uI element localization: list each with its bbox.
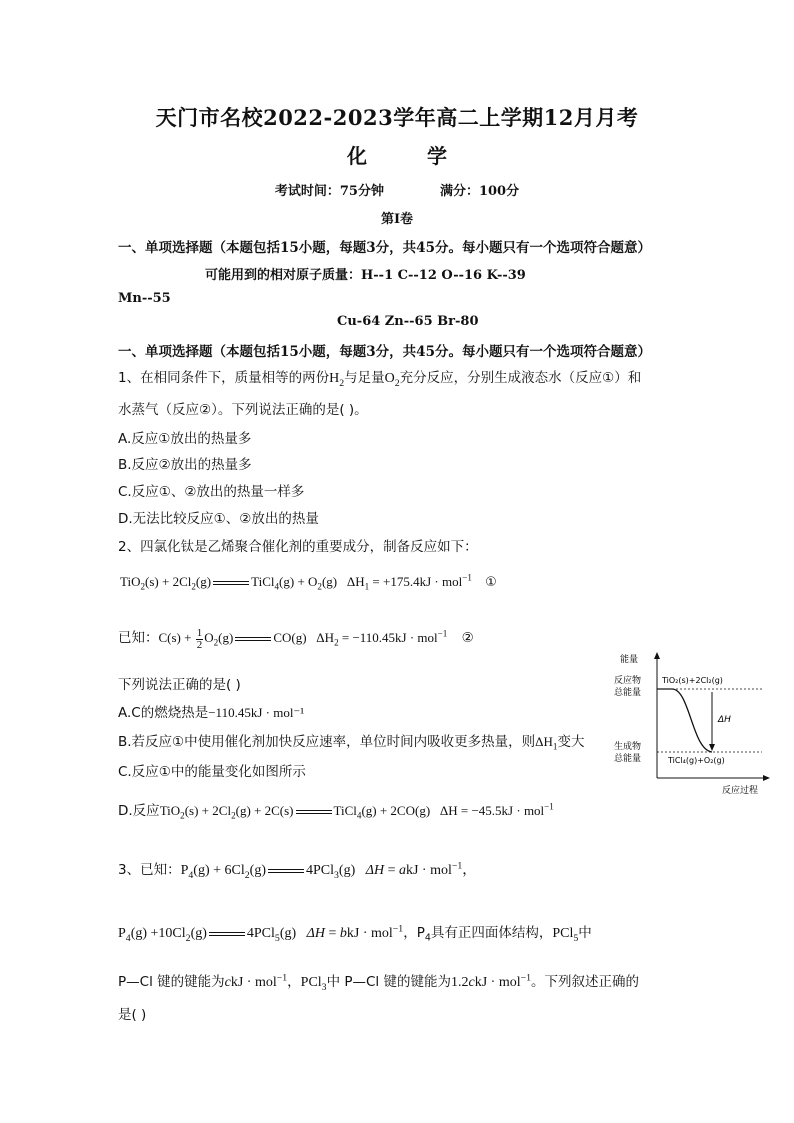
q3-stem: 3、已知：$P_4(g) + 6Cl_2(g)$ 4PCl$_3$(g) ΔH = akJ · mol$^{-1}$， [118, 860, 477, 881]
energy-diagram [612, 650, 772, 800]
known-label: 已知： [118, 630, 159, 646]
q3-line-3: P—Cl 键的键能为ckJ · mol$^{-1}$，PCl$_3$中 P—Cl 键的键能为1.2ckJ · mol$^{-1}$。下列叙述正确的 [118, 972, 640, 993]
q2-stem: 2、四氯化钛是乙烯聚合催化剂的重要成分，制备反应如下： [118, 539, 478, 555]
exam-info [0, 180, 794, 199]
q2-option-b-text: B.若反应①中使用催化剂加快反应速率，单位时间内吸收更多热量，则 [118, 734, 536, 750]
q1-stem-line-1: 1、在相同条件下，质量相等的两份$H_2$与足量$O_2$充分反应，分别生成液态水（反应①）和 [118, 370, 642, 389]
x-axis-label: 反应过程 [722, 786, 759, 796]
product-label-2: 总能量 [614, 754, 642, 764]
y-axis-arrow [654, 652, 660, 659]
exam-time: 考试时间：75分钟 [274, 184, 384, 199]
exam-score: 满分：100分 [439, 184, 520, 199]
reactant-formula: TiO₂(s)+2Cl₂(g) [662, 676, 723, 685]
product-formula: TiCl₄(g)+O₂(g) [668, 756, 725, 765]
q3-line-2-part: ，P [403, 925, 425, 941]
q1-stem-part: 与足量 [344, 370, 385, 386]
q3-line-3-part: ， [287, 974, 301, 990]
q1-stem-part: 1、在相同条件下，质量相等的两份 [118, 370, 330, 386]
q2-option-a [118, 701, 304, 721]
q2-option-b: B.若反应①中使用催化剂加快反应速率，单位时间内吸收更多热量，则$\Delta H_1$变大 [118, 734, 585, 752]
q3-line-3-part: 。下列叙述正确的 [531, 974, 640, 990]
section-heading-repeat: 一、单项选择题（本题包括15小题，每题3分，共45分。每小题只有一个选项符合题意） [118, 344, 651, 360]
reaction-curve [672, 689, 712, 752]
q3-line-3-part: P—Cl 键的键能为 [118, 974, 225, 990]
q3-line-2-part: 具有正四面体结构， [430, 925, 553, 941]
subject-heading [0, 140, 794, 169]
reactant-label-2: 总能量 [614, 688, 642, 698]
q3-line-2-part: 中 [578, 925, 592, 941]
subject-char-1: 化 [347, 144, 367, 168]
q1-option-c: C.反应①、②放出的热量一样多 [118, 484, 305, 500]
atomic-mass-line-1: 可能用到的相对原子质量：H--1 C--12 O--16 K--39 [205, 268, 526, 283]
q1-stem-line-2: 水蒸气（反应②）。下列说法正确的是( )。 [118, 402, 368, 418]
q3-line-2: $P_4(g) +10Cl_2(g)$ 4PCl$_5$(g) ΔH = bkJ · mol$^{-1}$，$P_4$具有正四面体结构，PCl$_5$中 [118, 923, 592, 944]
q2-option-c: C.反应①中的能量变化如图所示 [118, 764, 306, 780]
delta-h-arrowhead [709, 744, 715, 751]
q3-stem-text: 3、已知： [118, 862, 181, 878]
q3-line-4: 是( ) [118, 1007, 147, 1023]
volume-label: 第Ⅰ卷 [380, 212, 414, 227]
q1-option-b: B.反应②放出的热量多 [118, 457, 252, 473]
q2-known-equation: 已知：C(s) + $\frac{1}{2}$ $O_2(g)$ CO(g) $\Delta H_2 = -110.45kJ \cdot mol^{-1}$ ② [118, 626, 474, 651]
q2-option-d-text: D.反应 [118, 803, 160, 819]
q1-option-d: D.无法比较反应①、②放出的热量 [118, 511, 319, 527]
q2-option-b-end: 变大 [557, 734, 585, 750]
eq1-marker: ① [485, 575, 497, 590]
reactant-label-1: 反应物 [614, 676, 642, 686]
q1-option-a: A.反应①放出的热量多 [118, 431, 252, 447]
section-heading: 一、单项选择题（本题包括15小题，每题3分，共45分。每小题只有一个选项符合题意） [118, 240, 651, 256]
y-axis-label: 能量 [620, 655, 639, 665]
exam-title: 天门市名校2022-2023学年高二上学期12月月考 [155, 105, 639, 130]
product-label-1: 生成物 [614, 742, 642, 752]
subject-char-2: 学 [427, 144, 447, 168]
atomic-mass-line-3: Cu-64 Zn--65 Br-80 [337, 314, 479, 329]
q1-stem-part: 充分反应，分别生成液态水（反应①）和 [399, 370, 642, 386]
q2-option-a-text: A.C的燃烧热是 [118, 705, 209, 721]
q2-equation-1: $TiO_2(s) + 2Cl_2(g)$ TiCl$_4$(g) + $O_2(g) \Delta H_1 = +175.4kJ \cdot mol^{-1}$ ① [120, 572, 497, 592]
q2-question: 下列说法正确的是( ) [118, 677, 241, 693]
x-axis-arrow [763, 775, 770, 781]
delta-h-label: ΔH [718, 715, 731, 725]
atomic-mass-line-2: Mn--55 [118, 291, 171, 306]
eq2-marker: ② [461, 630, 474, 646]
q2-option-d: D.反应$TiO_2(s) + 2Cl_2(g) + 2C(s)$ TiCl$_4$(g) + 2CO(g) ΔH = −45.5kJ · mol$^{-1}$ [118, 801, 554, 821]
q2-option-a-value: −110.45kJ · mol⁻¹ [208, 705, 305, 720]
q3-line-3-part: 中 P—Cl 键的键能为 [326, 974, 451, 990]
